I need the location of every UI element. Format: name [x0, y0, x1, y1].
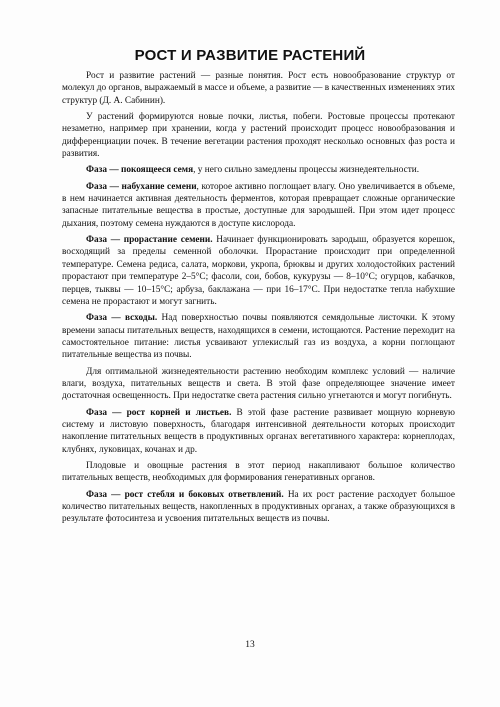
phase-heading: Фаза — рост стебля и боковых ответвлений. [86, 489, 284, 500]
paragraph [62, 164, 455, 176]
paragraph-text: У растений формируются новые почки, листья, побеги. Ростовые процессы протекают незаметно, например при хранении, когда у растений происходит процесс новообразования и дифференциации почек. В течение вегетации растения проходят несколько основных фаз роста и развития. [62, 112, 455, 160]
paragraph [62, 111, 455, 160]
paragraph [62, 234, 455, 308]
paragraph-text: Над поверхностью почвы появляются семядольные листочки. К этому времени запасы питательных веществ, находящихся в семени, истощаются. Растение переходит на самостоятельное питание: листья усваивают углекислый газ из воздуха, а корни поглощают питательные вещества из почвы. [62, 313, 455, 361]
phase-heading: Фаза — прорастание семени. [86, 235, 213, 246]
paragraph [62, 181, 455, 230]
phase-heading: Фаза — всходы. [86, 313, 158, 324]
paragraph-text: , которое активно поглощает влагу. Оно увеличивается в объеме, в нем начинается активная деятельность ферментов, которая превращает сложные органические запасные питательные вещества в простые, доступные для зародышей. При этом идет процесс дыхания, поэтому семена нуждаются в доступе кислорода. [62, 181, 455, 229]
paragraph [62, 407, 455, 456]
body-text [62, 70, 455, 530]
paragraph-text: В этой фазе растение развивает мощную корневую систему и листовую поверхность, благодаря интенсивной деятельности которых происходит накопление питательных веществ в продуктивных органах вегетативного характера: корнеплодах, клубнях, луковицах, кочанах и др. [62, 407, 455, 455]
page-number: 13 [245, 640, 255, 650]
paragraph-text: Плодовые и овощные растения в этот период накапливают большое количество питательных веществ, необходимых для формирования генеративных органов. [62, 460, 455, 484]
paragraph-text: , у него сильно замедлены процессы жизнедеятельности. [193, 165, 420, 176]
paragraph [62, 366, 455, 403]
phase-heading: Фаза — покоящееся семя [86, 165, 194, 176]
paragraph [62, 460, 455, 485]
phase-heading: Фаза — набухание семени [86, 181, 197, 192]
page-title: РОСТ И РАЗВИТИЕ РАСТЕНИЙ [134, 47, 366, 64]
paragraph-text: Начинает функционировать зародыш, образуется корешок, восходящий за пределы семенной оболочки. Прорастание происходит при определенной температуре. Семена редиса, салата, моркови, укропа, брюквы и других холодостойких растений прорастают при температуре 2–5°С; фасоли, сои, бобов, кукурузы — 8–10°С; огурцов, кабачков, перцев, тыквы — 10–15°С; арбуза, баклажана — при 16–17°С. При недостатке тепла набухшие семена не прорастают и могут загнить. [62, 235, 455, 307]
paragraph [62, 489, 455, 526]
paragraph [62, 70, 455, 107]
phase-heading: Фаза — рост корней и листьев. [86, 407, 232, 418]
paragraph-text: На их рост растение расходует большое количество питательных веществ, накопленных в продуктивных органах, а также образующихся в результате фотосинтеза и усвоения питательных веществ из почвы. [62, 489, 455, 525]
paragraph-text: Для оптимальной жизнедеятельности растению необходим комплекс условий — наличие влаги, воздуха, питательных веществ и света. В этой фазе определяющее значение имеет достаточная освещенность. При недостатке света растения сильно угнетаются и могут погибнуть. [62, 366, 455, 402]
paragraph-text: Рост и развитие растений — разные понятия. Рост есть новообразование структур от молекул до органов, выражаемый в массе и объеме, а развитие — в качественных изменениях этих структур (Д. А. Сабинин). [62, 71, 455, 106]
paragraph [62, 312, 455, 361]
